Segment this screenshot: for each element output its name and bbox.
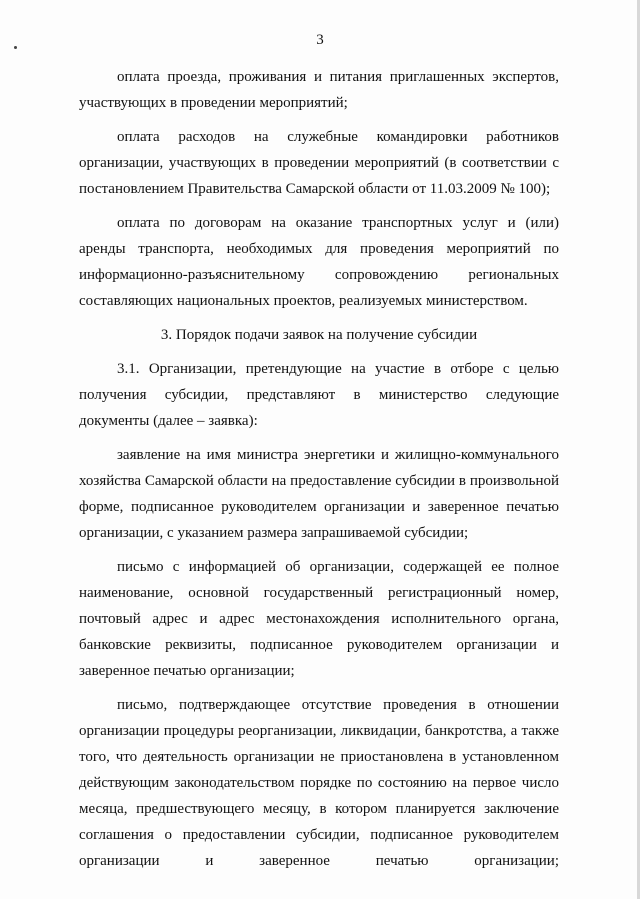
paragraph-expert-expenses: оплата проезда, проживания и питания приглашенных экспертов, участвующих в проведении мероприятий; (79, 69, 559, 111)
document-body (79, 64, 559, 882)
paragraph-travel-expenses: оплата расходов на служебные командировки работников организации, участвующих в проведении мероприятий (в соответствии с постановлением Правительства Самарской области от 11.03.2009 № 100); (79, 129, 559, 197)
section-heading: 3. Порядок подачи заявок на получение субсидии (160, 327, 478, 343)
paragraph-organization-info-letter: письмо с информацией об организации, содержащей ее полное наименование, основной государственный регистрационный номер, почтовый адрес и адрес местонахождения исполнительного органа, банковские реквизиты, подписанное руководителем организации и заверенное печатью организации; (79, 559, 559, 679)
paragraph-application-statement: заявление на имя министра энергетики и жилищно-коммунального хозяйства Самарской области на предоставление субсидии в произвольной форме, подписанное руководителем организации и заверенное печатью организации, с указанием размера запрашиваемой субсидии; (79, 447, 559, 541)
page-number: 3 (316, 32, 324, 48)
paragraph-transport-expenses: оплата по договорам на оказание транспортных услуг и (или) аренды транспорта, необходимых для проведения мероприятий по информационно-разъяснительному сопровождению региональных составляющих национальных проектов, реализуемых министерством. (79, 215, 559, 309)
paragraph-3-1: 3.1. Организации, претендующие на участие в отборе с целью получения субсидии, представляют в министерство следующие документы (далее – заявка): (79, 361, 559, 429)
paragraph-no-reorganization-letter: письмо, подтверждающее отсутствие проведения в отношении организации процедуры реорганизации, ликвидации, банкротства, а также того, что деятельность организации не приостановлена в установленном действующим законодательством порядке по состоянию на первое число месяца, предшествующего месяцу, в котором планируется заключение соглашения о предоставлении субсидии, подписанное руководителем организации и заверенное печатью организации; (79, 697, 559, 869)
